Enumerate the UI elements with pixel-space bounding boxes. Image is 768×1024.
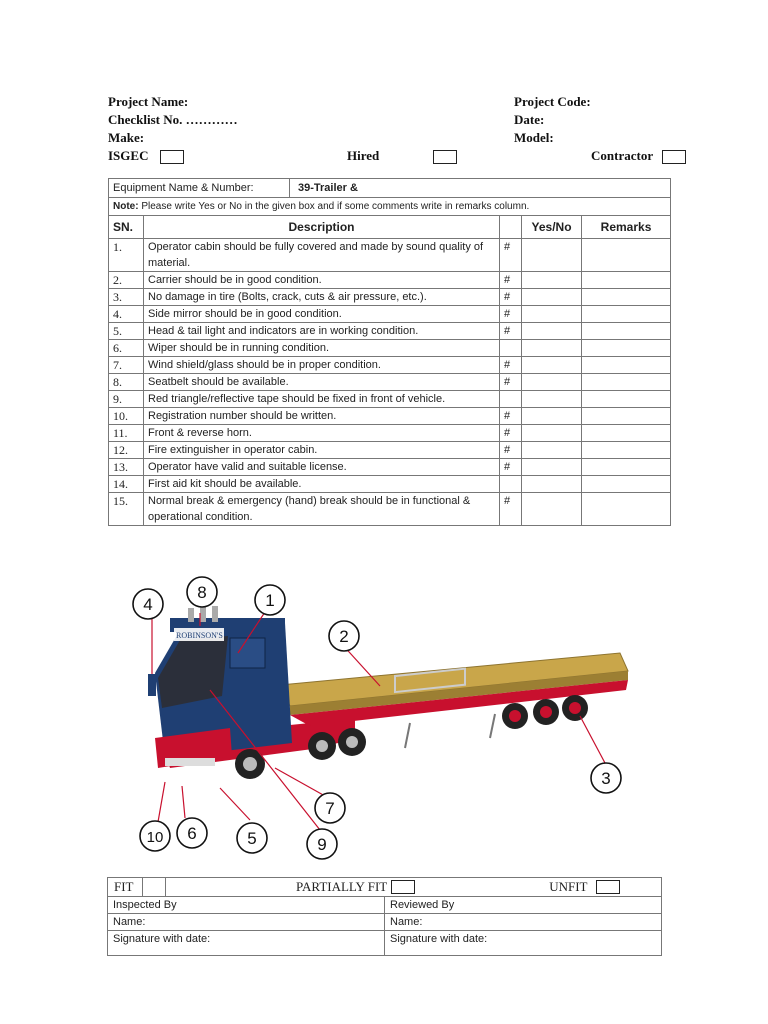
inspector-name-field[interactable]: Name: [108,914,385,931]
row-sn: 14. [109,476,144,493]
row-description: Operator have valid and suitable license. [144,459,500,476]
fit-checkbox[interactable] [143,878,166,896]
table-row [109,323,671,340]
row-description: Side mirror should be in good condition. [144,306,500,323]
inspected-by-label: Inspected By [108,897,385,914]
callout-4-label: 4 [143,595,153,614]
table-row [109,306,671,323]
row-sn: 7. [109,357,144,374]
row-yes-no-cell[interactable] [522,323,582,340]
fitness-row [108,878,662,897]
callout-6-label: 6 [187,824,197,843]
fit-label: FIT [108,878,143,896]
callout-10-label: 10 [146,829,164,846]
table-row [109,459,671,476]
row-description: Red triangle/reflective tape should be fixed in front of vehicle. [144,391,500,408]
project-name-label: Project Name: [108,94,189,109]
row-yes-no-cell[interactable] [522,425,582,442]
row-sn: 15. [109,493,144,526]
hired-checkbox[interactable] [433,150,457,164]
row-remarks-cell[interactable] [582,289,671,306]
row-remarks-cell[interactable] [582,425,671,442]
row-yes-no-cell[interactable] [522,459,582,476]
row-yes-no-cell[interactable] [522,476,582,493]
note-row [109,198,671,216]
row-remarks-cell[interactable] [582,306,671,323]
table-row [109,340,671,357]
row-sn: 13. [109,459,144,476]
row-yes-no-cell[interactable] [522,391,582,408]
table-row [109,357,671,374]
row-description: Carrier should be in good condition. [144,272,500,289]
isgec-label: ISGEC [108,148,149,163]
row-yes-no-cell[interactable] [522,493,582,526]
row-yes-no-cell[interactable] [522,374,582,391]
row-sn: 6. [109,340,144,357]
row-yes-no-cell[interactable] [522,357,582,374]
row-remarks-cell[interactable] [582,357,671,374]
row-sn: 9. [109,391,144,408]
table-row [109,272,671,289]
table-row [109,239,671,272]
inspector-signature-field[interactable]: Signature with date: [108,931,385,956]
inspection-result-table [107,877,662,956]
row-sn: 1. [109,239,144,272]
callout-3-label: 3 [601,769,611,788]
partially-fit-label: PARTIALLY FIT [296,879,388,894]
row-description: Front & reverse horn. [144,425,500,442]
row-mark: # [500,493,522,526]
row-mark: # [500,374,522,391]
col-remarks-header: Remarks [582,216,671,239]
row-yes-no-cell[interactable] [522,306,582,323]
row-yes-no-cell[interactable] [522,289,582,306]
row-remarks-cell[interactable] [582,323,671,340]
table-header-row [109,216,671,239]
row-yes-no-cell[interactable] [522,239,582,272]
unfit-checkbox[interactable] [596,880,620,894]
table-row [109,425,671,442]
row-mark: # [500,425,522,442]
row-description: Head & tail light and indicators are in working condition. [144,323,500,340]
callout-5-label: 5 [247,829,257,848]
row-mark: # [500,289,522,306]
table-row [109,289,671,306]
row-description: Registration number should be written. [144,408,500,425]
row-sn: 10. [109,408,144,425]
model-label: Model: [514,130,554,145]
row-remarks-cell[interactable] [582,272,671,289]
row-mark: # [500,306,522,323]
contractor-checkbox[interactable] [662,150,686,164]
row-sn: 5. [109,323,144,340]
row-remarks-cell[interactable] [582,442,671,459]
row-sn: 11. [109,425,144,442]
cab-logo-text: ROBINSON'S [176,631,223,640]
row-mark: # [500,442,522,459]
row-mark: # [500,323,522,340]
row-yes-no-cell[interactable] [522,272,582,289]
isgec-checkbox[interactable] [160,150,184,164]
row-sn: 3. [109,289,144,306]
contractor-label: Contractor [591,148,653,163]
callout-8-label: 8 [197,583,207,602]
checklist-no-label: Checklist No. ………… [108,112,238,127]
make-label: Make: [108,130,145,145]
row-mark: # [500,239,522,272]
note-label: Note: [113,201,139,212]
equipment-label: Equipment Name & Number: [109,179,290,197]
row-remarks-cell[interactable] [582,493,671,526]
row-mark [500,340,522,357]
table-row [109,374,671,391]
row-sn: 2. [109,272,144,289]
row-remarks-cell[interactable] [582,408,671,425]
date-label: Date: [514,112,545,127]
row-description: Seatbelt should be available. [144,374,500,391]
equipment-row [109,179,671,198]
row-sn: 12. [109,442,144,459]
checklist-table [108,178,671,526]
row-remarks-cell[interactable] [582,459,671,476]
project-code-label: Project Code: [514,94,591,109]
table-row [109,476,671,493]
row-remarks-cell[interactable] [582,239,671,272]
row-remarks-cell[interactable] [582,476,671,493]
callout-7-label: 7 [325,799,335,818]
inspector-row [108,897,662,914]
table-row [109,408,671,425]
reviewed-by-label: Reviewed By [385,897,662,914]
callout-2-label: 2 [339,627,349,646]
reviewer-signature-field[interactable]: Signature with date: [385,931,662,956]
hired-option [347,148,457,164]
row-description: First aid kit should be available. [144,476,500,493]
callout-1-label: 1 [265,591,275,610]
col-description-header: Description [144,216,500,239]
isgec-option [108,148,184,164]
row-description: Fire extinguisher in operator cabin. [144,442,500,459]
callout-9-label: 9 [317,835,327,854]
row-mark: # [500,408,522,425]
row-sn: 4. [109,306,144,323]
name-row [108,914,662,931]
row-mark: # [500,357,522,374]
row-yes-no-cell[interactable] [522,442,582,459]
signature-row [108,931,662,956]
row-remarks-cell[interactable] [582,391,671,408]
row-remarks-cell[interactable] [582,340,671,357]
row-mark [500,476,522,493]
contractor-option [591,148,686,164]
partially-fit-checkbox[interactable] [391,880,415,894]
row-mark: # [500,459,522,476]
row-description: Wiper should be in running condition. [144,340,500,357]
col-sn-header: SN. [109,216,144,239]
row-mark: # [500,272,522,289]
col-yes-no-header: Yes/No [522,216,582,239]
truck-trailer-illustration [110,568,650,868]
row-mark [500,391,522,408]
row-yes-no-cell[interactable] [522,340,582,357]
reviewer-name-field[interactable]: Name: [385,914,662,931]
table-row [109,493,671,526]
row-sn: 8. [109,374,144,391]
equipment-value: 39-Trailer & [298,182,358,194]
row-yes-no-cell[interactable] [522,408,582,425]
row-description: Wind shield/glass should be in proper condition. [144,357,500,374]
table-row [109,442,671,459]
hired-label: Hired [347,148,380,163]
row-remarks-cell[interactable] [582,374,671,391]
table-row [109,391,671,408]
unfit-label: UNFIT [549,879,588,894]
row-description: No damage in tire (Bolts, crack, cuts & air pressure, etc.). [144,289,500,306]
note-text: Please write Yes or No in the given box and if some comments write in remarks column. [141,201,530,212]
row-description: Operator cabin should be fully covered and made by sound quality of material. [144,239,500,272]
row-description: Normal break & emergency (hand) break should be in functional & operational condition. [144,493,500,526]
